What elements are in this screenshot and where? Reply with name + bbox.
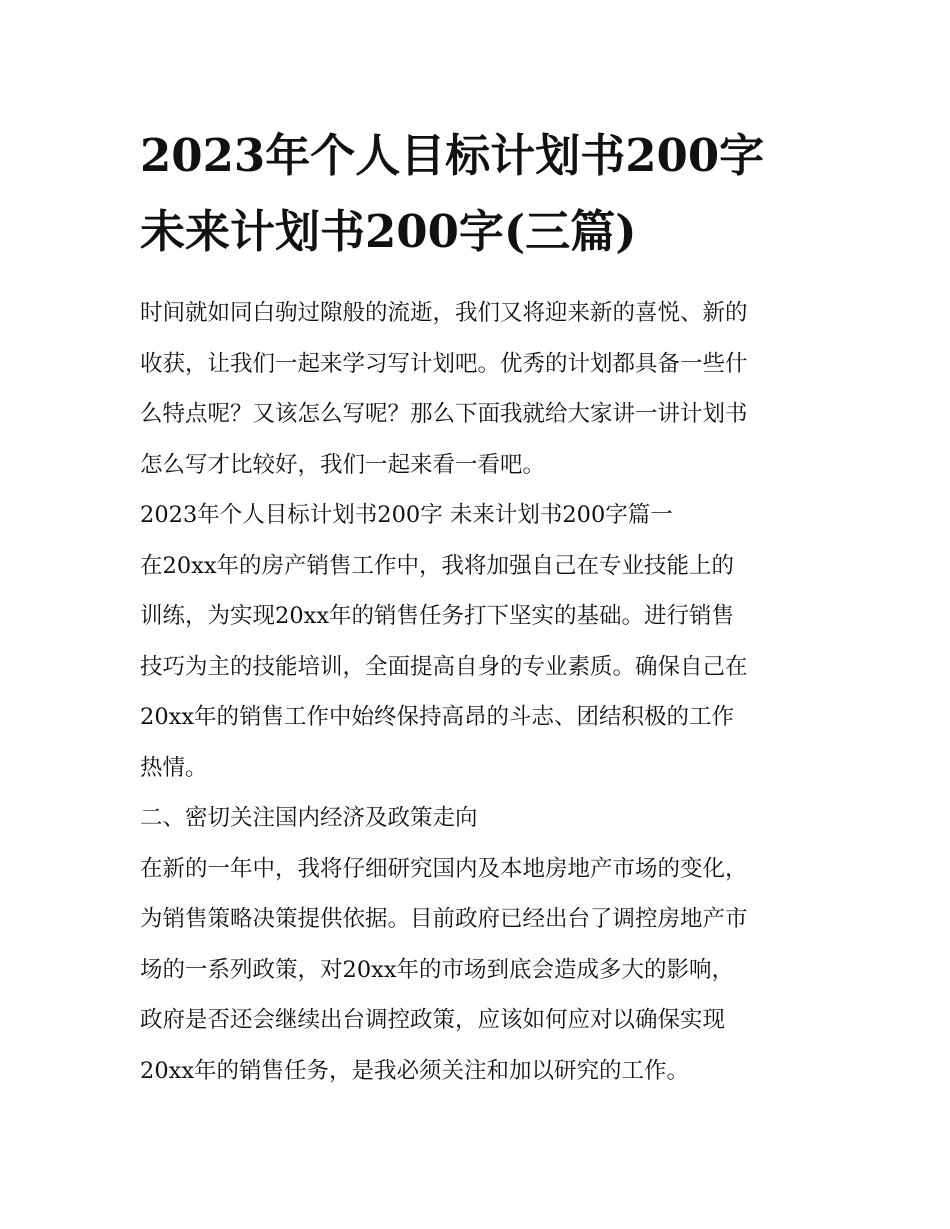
intro-paragraph bbox=[140, 288, 815, 490]
document-title bbox=[140, 118, 815, 270]
section-1-heading bbox=[140, 490, 815, 541]
paragraph-2 bbox=[140, 844, 815, 1097]
paragraph-2-line: 政府是否还会继续出台调控政策，应该如何应对以确保实现 bbox=[140, 1007, 726, 1033]
paragraph-1-line: 20xx年的销售工作中始终保持高昂的斗志、团结积极的工作 bbox=[140, 704, 735, 730]
intro-line: 时间就如同白驹过隙般的流逝，我们又将迎来新的喜悦、新的 bbox=[140, 300, 748, 326]
paragraph-2-line: 为销售策略决策提供依据。目前政府已经出台了调控房地产市 bbox=[140, 906, 748, 932]
section-2-heading bbox=[140, 793, 815, 844]
paragraph-1-line: 技巧为主的技能培训，全面提高自身的专业素质。确保自己在 bbox=[140, 653, 748, 680]
title-line-2: 未来计划书200字(三篇) bbox=[140, 205, 637, 258]
paragraph-1-line: 训练，为实现20xx年的销售任务打下坚实的基础。进行销售 bbox=[140, 603, 735, 629]
section-1-heading-text: 2023年个人目标计划书200字 未来计划书200字篇一 bbox=[140, 502, 673, 528]
paragraph-2-line: 场的一系列政策，对20xx年的市场到底会造成多大的影响， bbox=[140, 956, 735, 983]
paragraph-1-line: 热情。 bbox=[140, 754, 208, 781]
document-body bbox=[140, 118, 815, 1096]
paragraph-2-line: 在新的一年中，我将仔细研究国内及本地房地产市场的变化， bbox=[140, 855, 748, 882]
title-line-1: 2023年个人目标计划书200字 bbox=[140, 129, 765, 182]
intro-line: 收获，让我们一起来学习写计划吧。优秀的计划都具备一些什 bbox=[140, 350, 748, 377]
section-2-heading-text: 二、密切关注国内经济及政策走向 bbox=[140, 805, 478, 831]
intro-line: 么特点呢？又该怎么写呢？那么下面我就给大家讲一讲计划书 bbox=[140, 401, 748, 427]
paragraph-2-line: 20xx年的销售任务，是我必须关注和加以研究的工作。 bbox=[140, 1057, 690, 1084]
paragraph-1-line: 在20xx年的房产销售工作中，我将加强自己在专业技能上的 bbox=[140, 552, 735, 579]
paragraph-1 bbox=[140, 541, 815, 794]
intro-line: 怎么写才比较好，我们一起来看一看吧。 bbox=[140, 451, 546, 478]
